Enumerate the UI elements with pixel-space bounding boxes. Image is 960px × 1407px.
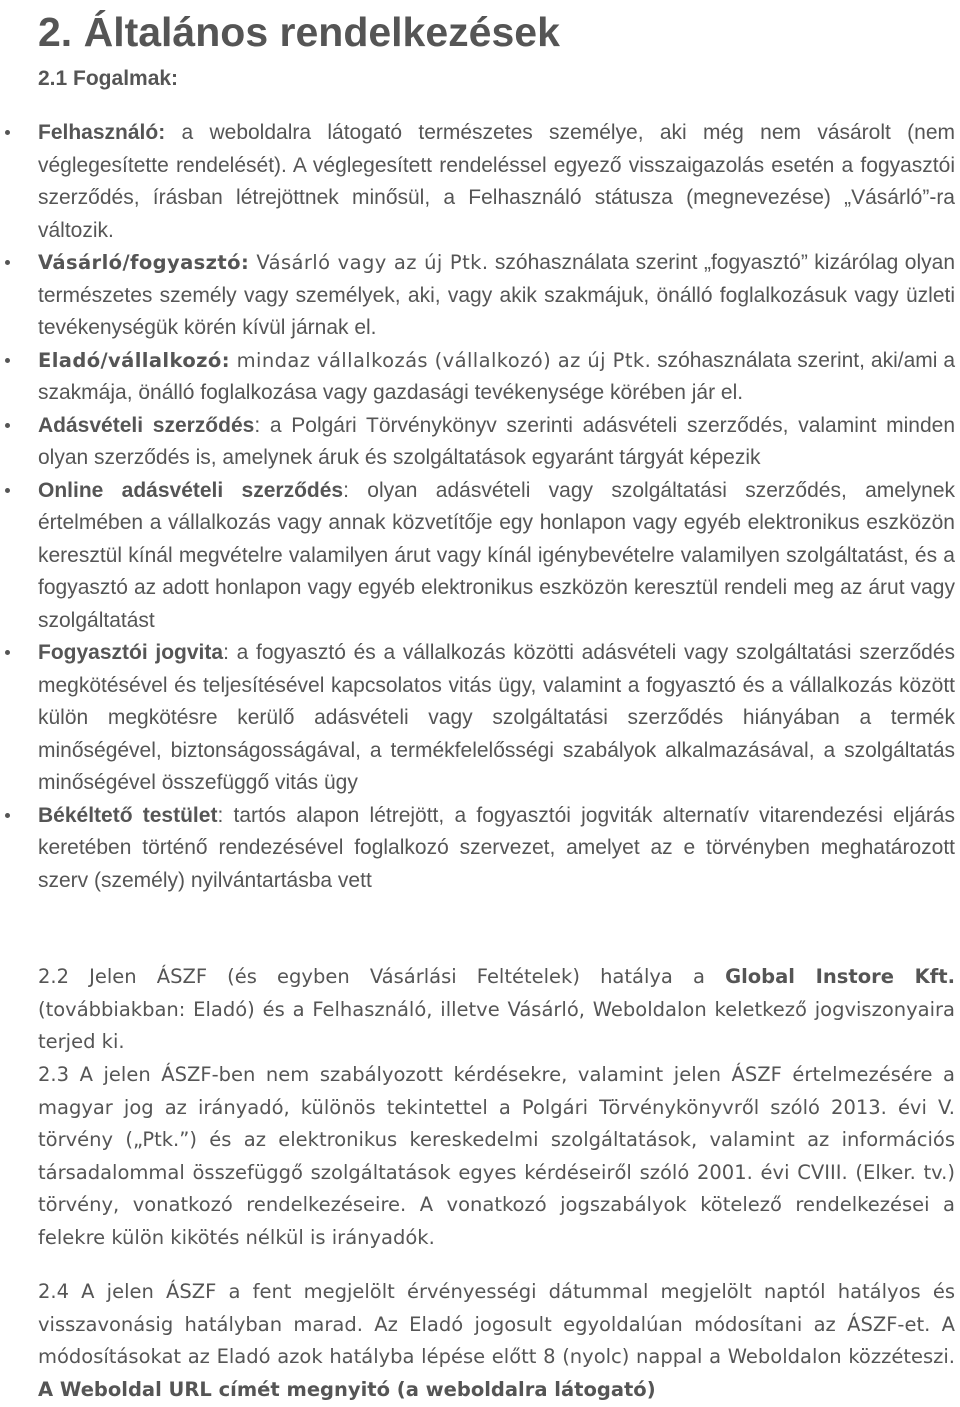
- subsection-heading: 2.1 Fogalmak:: [38, 67, 179, 90]
- definition-text: Vásárló vagy az új Ptk.: [249, 251, 489, 274]
- definition-term: Eladó/vállalkozó:: [38, 348, 230, 372]
- paragraph-text: 2.2 Jelen ÁSZF (és egyben Vásárlási Feltételek) hatálya a: [38, 965, 726, 988]
- definition-text: mindaz vállalkozás (vállalkozó) az új Ptk.: [229, 348, 652, 372]
- definition-text: szóhasználata szerint „fogyasztó” kizárólag olyan természetes személy vagy személyek, aki, vagy akik szakmájuk, önálló foglalkozásuk vagy üzleti tevékenységük körén kívül járnak el.: [38, 251, 955, 339]
- definition-item: [38, 247, 955, 345]
- bullet-icon: [5, 260, 10, 265]
- definition-text: a weboldalra látogató természetes személye, aki még nem vásárolt (nem véglegesítette rendelését). A véglegesített rendeléssel egyező visszaigazolás esetén a fogyasztói szerződés, írásban létrejöttnek minősül, a Felhasználó státusza (megnevezése) „Vásárló”-ra változik.: [38, 121, 955, 242]
- paragraph-text: 2.4 A jelen ÁSZF a fent megjelölt érvényességi dátummal megjelölt naptól hatályos és visszavonásig hatályban marad. Az Eladó jogosult egyoldalúan módosítani az ÁSZF-et. A módosításokat az Eladó azok hatályba lépése előtt 8 (nyolc) nappal a Weboldalon közzéteszi.: [38, 1280, 955, 1368]
- definition-text: szóhasználata szerint, aki/ami a szakmája, önálló foglalkozása vagy gazdasági tevékenysége körében jár el.: [38, 348, 955, 404]
- paragraph-2-2: [38, 961, 955, 1059]
- definition-item: [38, 800, 955, 898]
- paragraph-text: (továbbiakban: Eladó) és a Felhasználó, illetve Vásárló, Weboldalon keletkező jogviszonyaira terjed ki.: [38, 997, 955, 1053]
- definition-item: [38, 475, 955, 638]
- definition-term: Online adásvételi szerződés: [38, 478, 344, 502]
- definition-term: Békéltető testület: [38, 803, 218, 827]
- paragraph-text: 2.3 A jelen ÁSZF-ben nem szabályozott kérdésekre, valamint jelen ÁSZF értelmezésére a magyar jog az irányadó, különös tekintettel a Polgári Törvénykönyvről szóló 2013. évi V. törvény („Ptk.”) és az elektronikus kereskedelmi szolgáltatások, valamint az információs társadalommal összefüggő szolgáltatások egyes kérdéseiről szóló 2001. évi CVIII. (Elker. tv.) törvény, vonatkozó rendelkezéseire. A vonatkozó jogszabályok kötelező rendelkezései a felekre külön kikötés nélkül is irányadók.: [38, 1063, 955, 1249]
- paragraph-2-4: [38, 1276, 955, 1406]
- bullet-icon: [5, 423, 10, 428]
- definition-term: Adásvételi szerződés: [38, 413, 255, 437]
- bullet-icon: [5, 488, 10, 493]
- company-name: Global Instore Kft.: [725, 965, 956, 988]
- bullet-icon: [5, 813, 10, 818]
- definition-item: [38, 637, 955, 800]
- definition-item: [38, 345, 955, 410]
- paragraph-bold-text: A Weboldal URL címét megnyitó (a weboldalra látogató): [38, 1377, 656, 1401]
- bullet-icon: [5, 358, 10, 363]
- definition-text: : a fogyasztó és a vállalkozás közötti adásvételi vagy szolgáltatási szerződés megkötésével és teljesítésével kapcsolatos vitás ügy, valamint a fogyasztó és a vállalkozás között külön megkötésre kerülő adásvételi vagy szolgáltatási szerződés hiányában a termék minőségével, biztonságosságával, a termékfelelősségi szabályok alkalmazásával, a szolgáltatás minőségével összefüggő vitás ügy: [38, 641, 955, 794]
- bullet-icon: [5, 130, 10, 135]
- definition-text: : a Polgári Törvénykönyv szerinti adásvételi szerződés, valamint minden olyan szerződés is, amelynek áruk és szolgáltatások egyaránt tárgyát képezik: [38, 413, 956, 469]
- definition-text: : tartós alapon létrejött, a fogyasztói jogviták alternatív vitarendezési eljárás keretében történő rendezésével foglalkozó szervezet, amelyet az e törvényben meghatározott szerv (személy) nyilvántartásba vett: [38, 803, 955, 892]
- paragraph-2-3: [38, 1059, 955, 1254]
- definition-term: Fogyasztói jogvita: [38, 641, 224, 664]
- definition-item: [38, 410, 955, 475]
- definition-term: Felhasználó:: [38, 121, 166, 144]
- bullet-icon: [5, 650, 10, 655]
- definition-item: [38, 117, 955, 247]
- definition-term: Vásárló/fogyasztó:: [38, 251, 250, 274]
- definition-text: : olyan adásvételi vagy szolgáltatási szerződés, amelynek értelmében a vállalkozás vagy annak közvetítője egy honlapon vagy egyéb elektronikus eszközön keresztül kínál megvételre valamilyen árut vagy kínál igénybevételre valamilyen szolgáltatást, és a fogyasztó az adott honlapon vagy egyéb elektronikus eszközön keresztül rendeli meg az árut vagy szolgáltatást: [38, 478, 955, 632]
- definition-list: [38, 117, 955, 897]
- section-heading: 2. Általános rendelkezések: [38, 9, 560, 55]
